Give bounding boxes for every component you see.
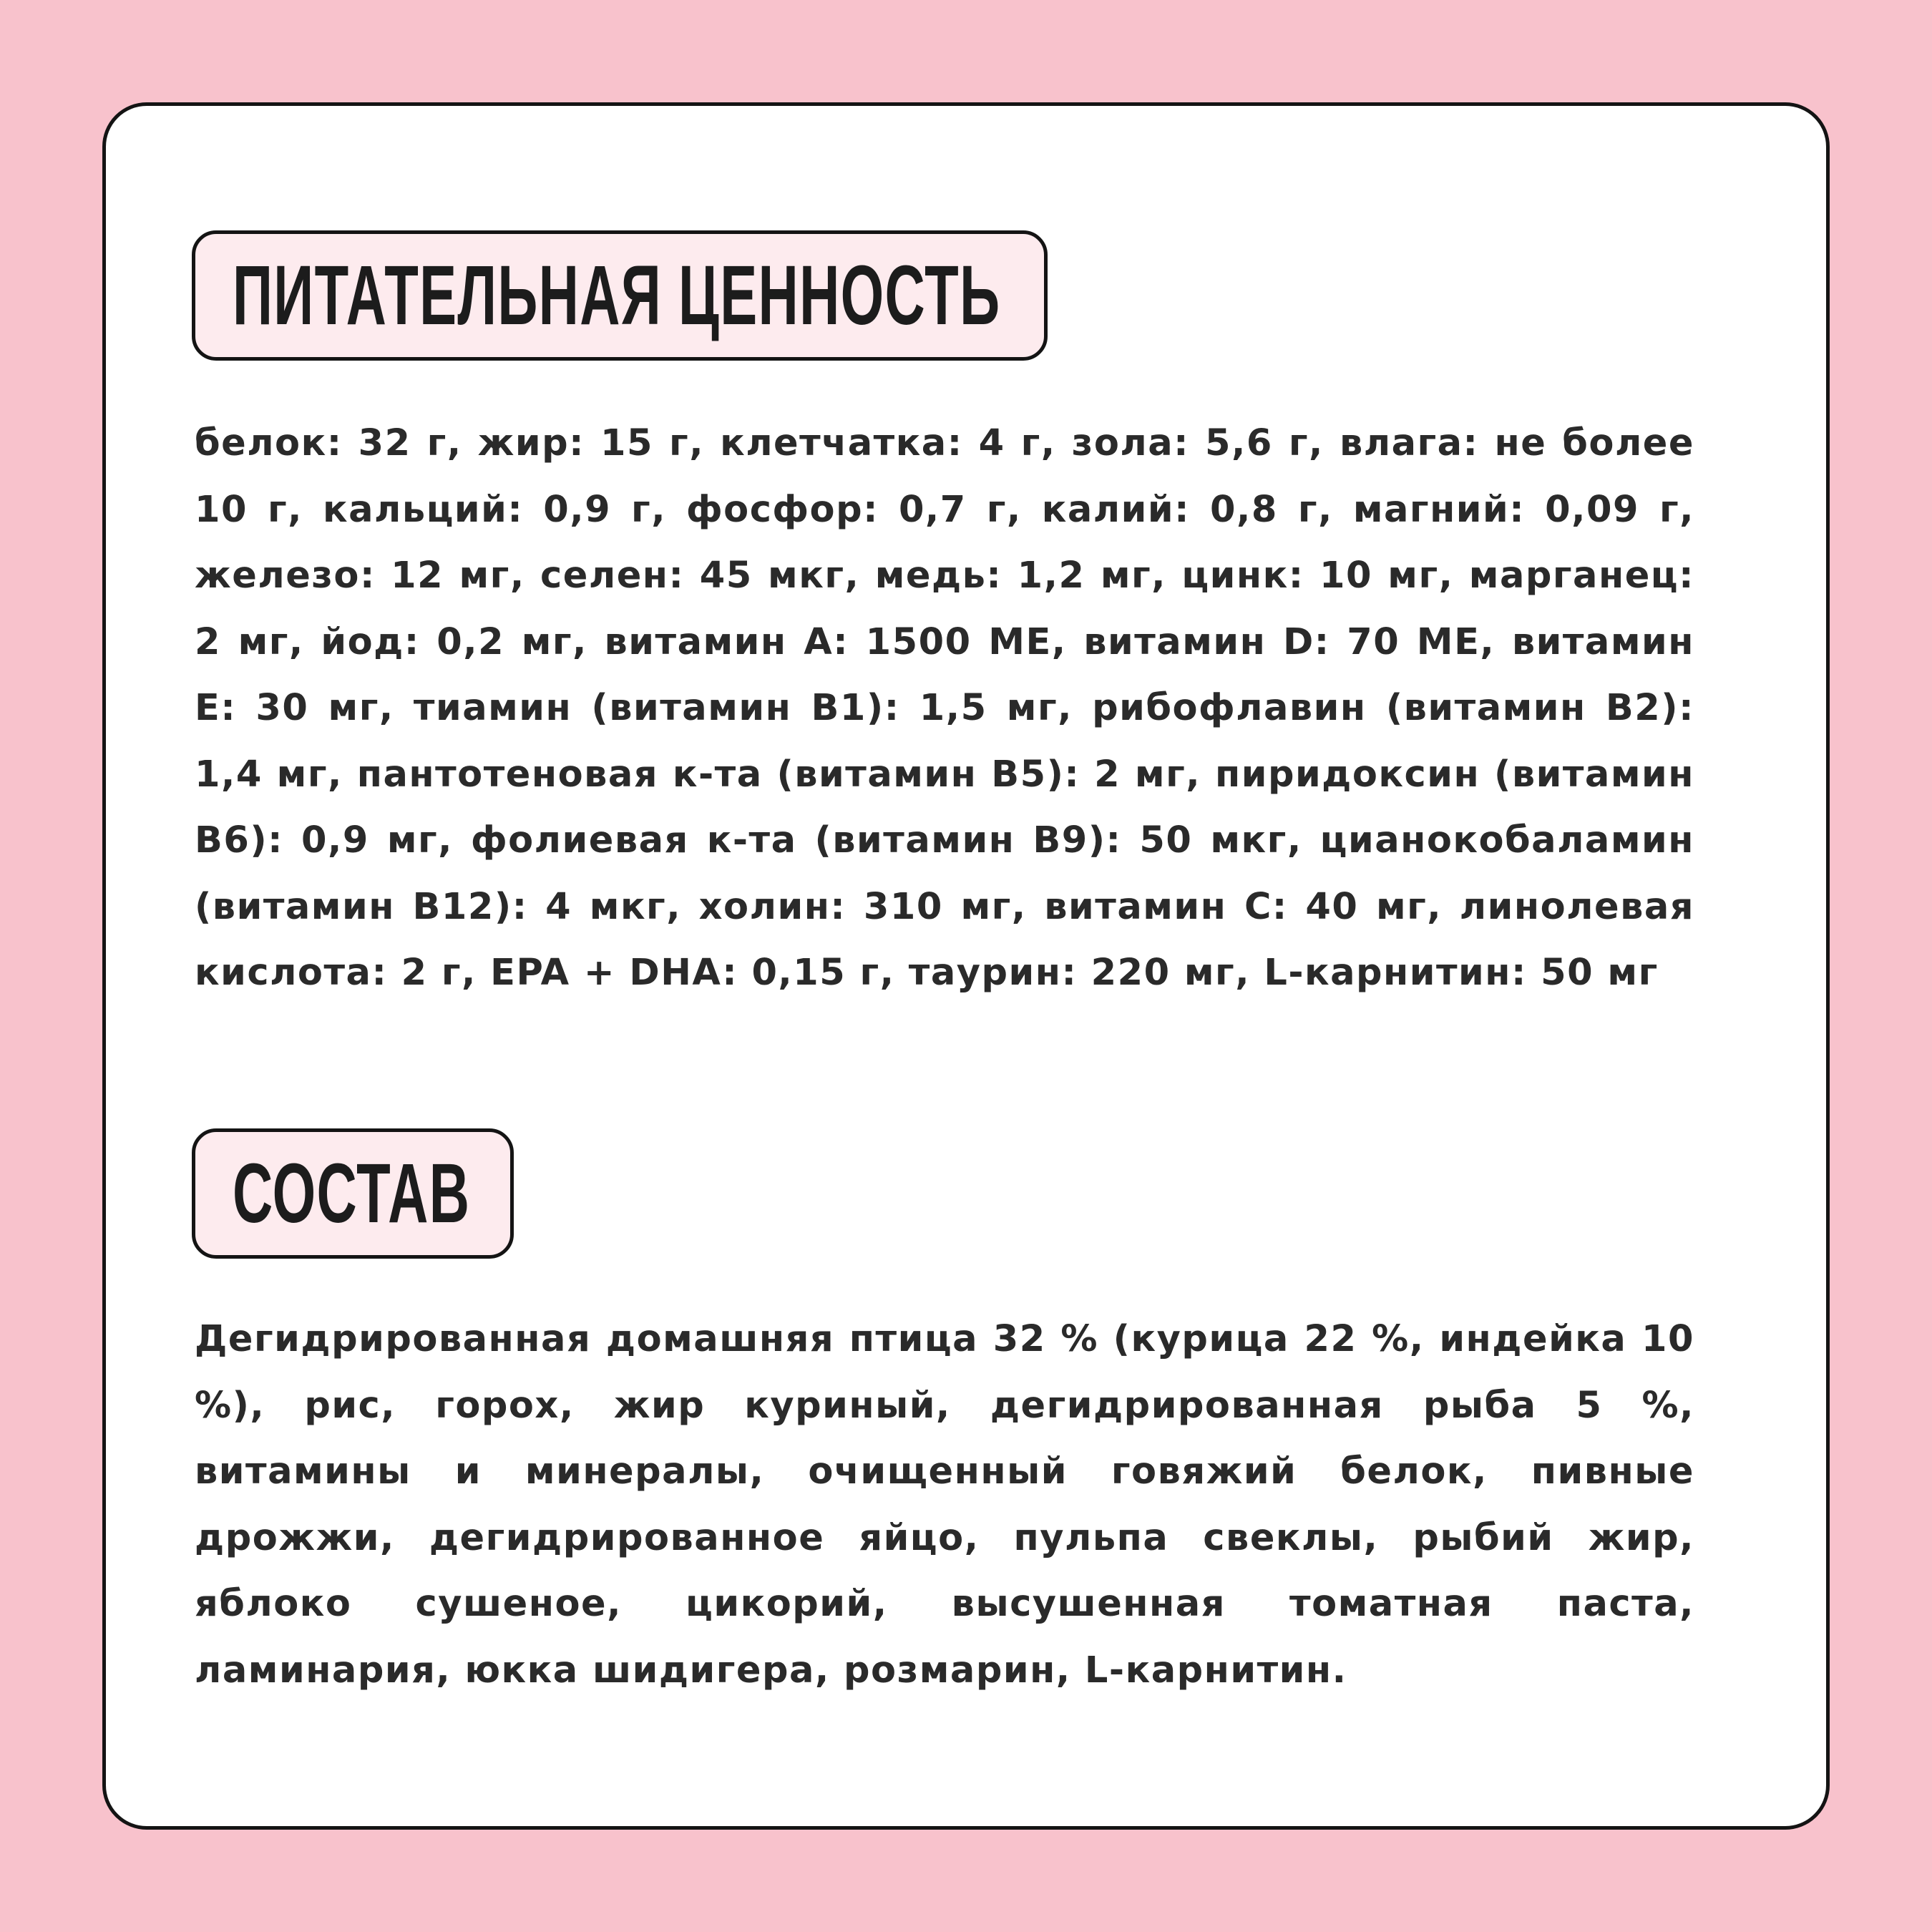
nutrition-heading-label: ПИТАТЕЛЬНАЯ ЦЕННОСТЬ: [233, 248, 1001, 343]
composition-text: Дегидрированная домашняя птица 32 % (курица 22 %, индейка 10 %), рис, горох, жир куриный, дегидрированная рыба 5 %, витамины и минералы, очищенный говяжий белок, пивные дрожжи, дегидрированное яйцо, пульпа свеклы, рыбий жир, яблоко сушеное, цикорий, высушенная томатная паста, ламинария, юкка шидигера, розмарин, L-карнитин.: [195, 1318, 1694, 1692]
nutrition-heading: [192, 230, 1048, 361]
composition-heading-label: СОСТАВ: [233, 1146, 471, 1241]
composition-heading: [192, 1128, 514, 1259]
nutrition-text: белок: 32 г, жир: 15 г, клетчатка: 4 г, зола: 5,6 г, влага: не более 10 г, кальций: 0,9 г, фосфор: 0,7 г, калий: 0,8 г, магний: 0,09 г, железо: 12 мг, селен: 45 мкг, медь: 1,2 мг, цинк: 10 мг, марганец: 2 мг, йод: 0,2 мг, витамин А: 1500 МЕ, витамин D: 70 МЕ, витамин Е: 30 мг, тиамин (витамин В1): 1,5 мг, рибофлавин (витамин В2): 1,4 мг, пантотеновая к-та (витамин В5): 2 мг, пиридоксин (витамин В6): 0,9 мг, фолиевая к-та (витамин В9): 50 мкг, цианокобаламин (витамин В12): 4 мкг, холин: 310 мг, витамин С: 40 мг, линолевая кислота: 2 г, EPA + DHA: 0,15 г, таурин: 220 мг, L-карнитин: 50 мг: [195, 422, 1694, 994]
